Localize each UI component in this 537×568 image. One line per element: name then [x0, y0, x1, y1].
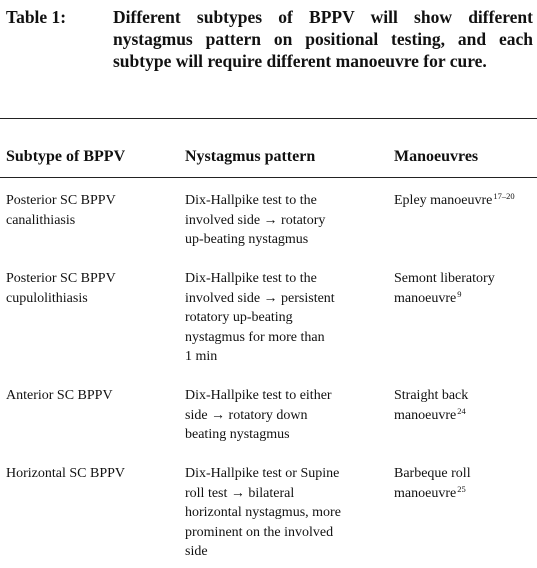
row-2-nystagmus-line: nystagmus for more than — [185, 329, 325, 345]
row-3-nystagmus-line: Dix-Hallpike test to either — [185, 388, 332, 403]
row-1-reference: 17–20 — [493, 191, 515, 201]
row-1-subtype-line: Posterior SC BPPV — [6, 193, 116, 208]
row-4-subtype-line: Horizontal SC BPPV — [6, 466, 126, 481]
row-2-nystagmus-line: 1 min — [185, 349, 218, 364]
table-label: Table 1: — [6, 7, 67, 27]
row-4-manoeuvre-line: manoeuvre — [394, 485, 457, 501]
row-3-manoeuvre-line: Straight back — [394, 388, 469, 403]
row-2-manoeuvre-line: manoeuvre — [394, 290, 457, 306]
row-4-nystagmus — [185, 464, 380, 562]
row-3-nystagmus — [185, 386, 380, 445]
row-2-reference: 9 — [457, 288, 462, 299]
row-2-subtype — [6, 269, 174, 308]
row-2-nystagmus-line: involved side → persistent — [185, 290, 335, 306]
row-4-nystagmus-line: prominent on the involved — [185, 524, 334, 540]
row-1-nystagmus-line: Dix-Hallpike test to the — [185, 193, 317, 208]
row-2-nystagmus — [185, 269, 380, 367]
row-4-reference: 25 — [457, 483, 466, 494]
header-nystagmus: Nystagmus pattern — [185, 148, 316, 165]
row-2-nystagmus-line: rotatory up-beating — [185, 310, 293, 325]
header-subtype: Subtype of BPPV — [6, 148, 126, 165]
row-1-subtype — [6, 191, 174, 230]
row-4-nystagmus-line: side — [185, 544, 208, 559]
row-3-subtype-line: Anterior SC BPPV — [6, 388, 113, 403]
row-4-nystagmus-line: horizontal nystagmus, more — [185, 505, 341, 520]
row-4-subtype — [6, 464, 174, 484]
row-2-subtype-line: cupulolithiasis — [6, 290, 88, 306]
table-caption-text: Different subtypes of BPPV will show different nystagmus pattern on positional testing, and each subtype will require different manoeuvre for cure. — [113, 7, 533, 71]
row-1-manoeuvre-line: Epley manoeuvre — [394, 193, 493, 208]
row-1-subtype-line: canalithiasis — [6, 212, 76, 228]
header-rule — [0, 177, 537, 178]
row-3-manoeuvre — [394, 386, 534, 425]
row-1-nystagmus-line: involved side → rotatory — [185, 212, 326, 228]
row-4-manoeuvre-line: Barbeque roll — [394, 466, 471, 481]
row-3-nystagmus-line: side → rotatory down — [185, 407, 308, 423]
row-3-manoeuvre-line: manoeuvre — [394, 407, 457, 423]
row-2-subtype-line: Posterior SC BPPV — [6, 271, 116, 286]
row-2-manoeuvre — [394, 269, 534, 308]
row-1-manoeuvre — [394, 191, 534, 211]
header-manoeuvres: Manoeuvres — [394, 148, 479, 165]
row-1-nystagmus — [185, 191, 380, 250]
row-1-nystagmus-line: up-beating nystagmus — [185, 232, 309, 247]
row-4-manoeuvre — [394, 464, 534, 503]
row-4-nystagmus-line: Dix-Hallpike test or Supine — [185, 466, 340, 481]
row-3-subtype — [6, 386, 174, 406]
row-4-nystagmus-line: roll test → bilateral — [185, 485, 295, 501]
row-2-nystagmus-line: Dix-Hallpike test to the — [185, 271, 317, 286]
row-2-manoeuvre-line: Semont liberatory — [394, 271, 495, 286]
top-rule — [0, 118, 537, 119]
row-3-nystagmus-line: beating nystagmus — [185, 427, 290, 442]
row-3-reference: 24 — [457, 405, 466, 416]
